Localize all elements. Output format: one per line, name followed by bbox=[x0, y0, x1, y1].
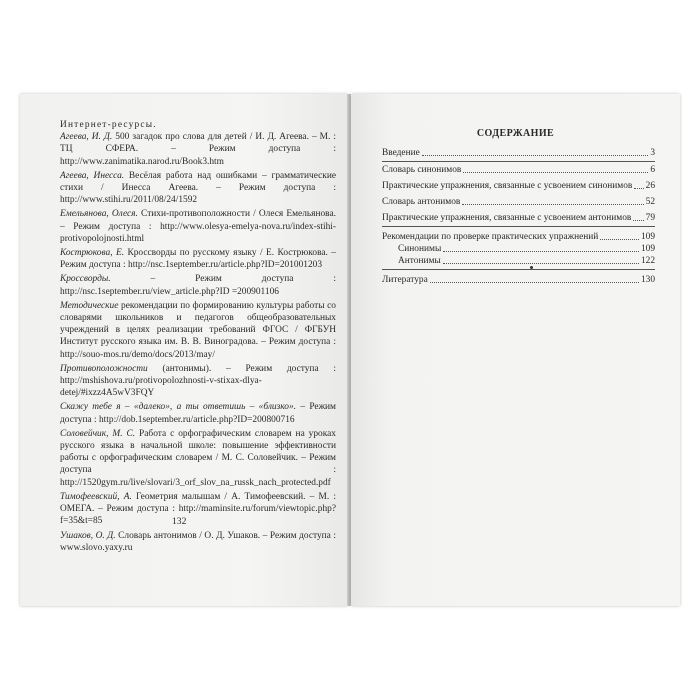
reference-item bbox=[60, 247, 336, 271]
reference-item bbox=[60, 131, 336, 168]
reference-item bbox=[60, 208, 336, 245]
toc-leader-dots bbox=[634, 188, 643, 189]
toc-leader-dots bbox=[462, 204, 643, 205]
reference-author: Противоположности bbox=[60, 363, 148, 374]
toc-entry-label: Практические упражнения, связанные с усвоением синонимов bbox=[382, 181, 633, 191]
reference-text: Стихи-противоположности / Олеся Емельянова. – Режим доступа : http://www.olesya-emelya-nova.ru/index-stihi-protivopolojnosti.html bbox=[60, 209, 336, 244]
reference-text: рекомендации по формированию культуры работы со словарями школьников и педагогов общеобразовательных учреждений в целях реализации требований ФГОС / ФГБУН Институт русского языка им. В. В. Виноградова. – Режим доступа : http://souo-mos.ru/demo/docs/2013/may/ bbox=[60, 300, 336, 360]
toc-entry bbox=[382, 212, 655, 224]
toc-entry-label: Практические упражнения, связанные с усвоением антонимов bbox=[382, 213, 632, 223]
toc-entry-label: Введение bbox=[382, 148, 420, 158]
reference-item bbox=[60, 401, 336, 425]
toc-leader-dots bbox=[633, 220, 643, 221]
toc-entry-label: Литература bbox=[382, 275, 428, 285]
reference-author: Емельянова, Олеся. bbox=[60, 209, 138, 220]
toc-divider bbox=[382, 269, 655, 270]
reference-item bbox=[60, 363, 336, 400]
toc-leader-dots bbox=[443, 263, 639, 264]
toc-entry bbox=[382, 196, 655, 208]
toc-entry bbox=[382, 231, 655, 243]
left-page bbox=[20, 94, 348, 606]
toc-leader-dots bbox=[430, 282, 639, 283]
toc-entry bbox=[382, 147, 655, 159]
reference-item bbox=[60, 428, 336, 489]
reference-text: Кроссворды по русскому языку / Е. Кострюкова. – Режим доступа : http://nsc.1september.ru/article.php?ID=201001203 bbox=[60, 248, 336, 271]
reference-text: Работа с орфографическим словарем на уроках русского языка в начальной школе: повышение эффективности работы с орфографическим словарем / М. С. Соловейчик. – Режим доступа : http://1520gym.ru/live/slovari/3_orf_slov_na_russk_nach_protected.pdf bbox=[60, 428, 336, 488]
ink-dot bbox=[530, 266, 533, 269]
reference-item bbox=[60, 170, 336, 207]
reference-author: Скажу тебе я – «далеко», а ты ответишь – «близко». bbox=[60, 402, 297, 413]
reference-text: Геометрия малышам / А. Тимофеевский. – М. : ОМЕГА. – Режим доступа : http://maminsite.ru/forum/viewtopic.php?f=35&t=85 bbox=[60, 491, 337, 527]
toc-entry-page: 3 bbox=[650, 148, 655, 158]
reference-item bbox=[60, 491, 336, 528]
toc-entry-label: Синонимы bbox=[398, 244, 442, 254]
toc-entry-page: 122 bbox=[640, 256, 655, 266]
toc-leader-dots bbox=[600, 239, 639, 240]
toc-entry-label: Словарь антонимов bbox=[382, 197, 461, 207]
toc-subentry bbox=[382, 255, 655, 267]
reference-author: Агеева, Инесса. bbox=[60, 170, 125, 181]
reference-text: (антонимы). – Режим доступа : http://mshishova.ru/protivopolozhnosti-v-stixax-dlya-detej/#ixzz4A5wV3FQY bbox=[60, 363, 336, 399]
references-heading: Интернет-ресурсы. bbox=[60, 120, 157, 130]
toc-entry-page: 130 bbox=[640, 275, 655, 285]
reference-author: Агеева, И. Д. bbox=[60, 132, 113, 143]
toc-entry-page: 6 bbox=[650, 165, 655, 175]
reference-author: Соловейчик, М. С. bbox=[60, 428, 136, 439]
reference-item bbox=[60, 300, 336, 361]
toc-entry-page: 26 bbox=[645, 181, 655, 191]
reference-text: 500 загадок про слова для детей / И. Д. Агеева. – М. : ТЦ СФЕРА. – Режим доступа : http://www.zanimatika.narod.ru/Book3.htm bbox=[60, 132, 336, 167]
toc-entry-label: Словарь синонимов bbox=[382, 165, 462, 175]
reference-author: Ушаков, О. Д. bbox=[60, 530, 116, 541]
toc-entry bbox=[382, 180, 655, 192]
table-of-contents bbox=[382, 147, 655, 286]
toc-divider bbox=[382, 226, 655, 227]
right-page bbox=[351, 94, 680, 606]
reference-author: Методические bbox=[60, 300, 119, 311]
references-list bbox=[60, 119, 336, 556]
toc-leader-dots bbox=[422, 155, 649, 156]
toc-entry-page: 109 bbox=[640, 244, 655, 254]
toc-entry-label: Рекомендации по проверке практических упражнений bbox=[382, 232, 599, 242]
reference-text: – Режим доступа : http://dob.1september.ru/article.php?ID=200800716 bbox=[60, 402, 336, 425]
reference-item bbox=[60, 530, 336, 554]
page-number: 132 bbox=[172, 516, 187, 527]
toc-entry bbox=[382, 274, 655, 286]
toc-entry-page: 79 bbox=[645, 213, 655, 223]
toc-title: СОДЕРЖАНИЕ bbox=[476, 128, 555, 139]
reference-author: Кострюкова, Е. bbox=[60, 248, 125, 259]
toc-entry-label: Антонимы bbox=[398, 256, 441, 266]
reference-author: Кроссворды. bbox=[60, 274, 111, 285]
reference-author: Тимофеевский, А. bbox=[60, 491, 132, 502]
reference-text: Весёлая работа над ошибками – грамматические стихи / Инесса Агеева. – Режим доступа : http://www.stihi.ru/2011/08/24/1592 bbox=[60, 170, 337, 206]
toc-divider bbox=[382, 161, 655, 162]
reference-text: – Режим доступа : http://nsc.1september.ru/view_article.php?ID =200901106 bbox=[60, 274, 336, 297]
reference-text: Словарь антонимов / О. Д. Ушаков. – Режим доступа : www.slovo.yaxy.ru bbox=[60, 530, 336, 553]
toc-entry-page: 52 bbox=[645, 197, 655, 207]
toc-leader-dots bbox=[463, 172, 648, 173]
reference-item bbox=[60, 273, 336, 297]
toc-leader-dots bbox=[443, 251, 639, 252]
toc-subentry bbox=[382, 243, 655, 255]
toc-entry bbox=[382, 164, 655, 176]
toc-entry-page: 109 bbox=[640, 232, 655, 242]
